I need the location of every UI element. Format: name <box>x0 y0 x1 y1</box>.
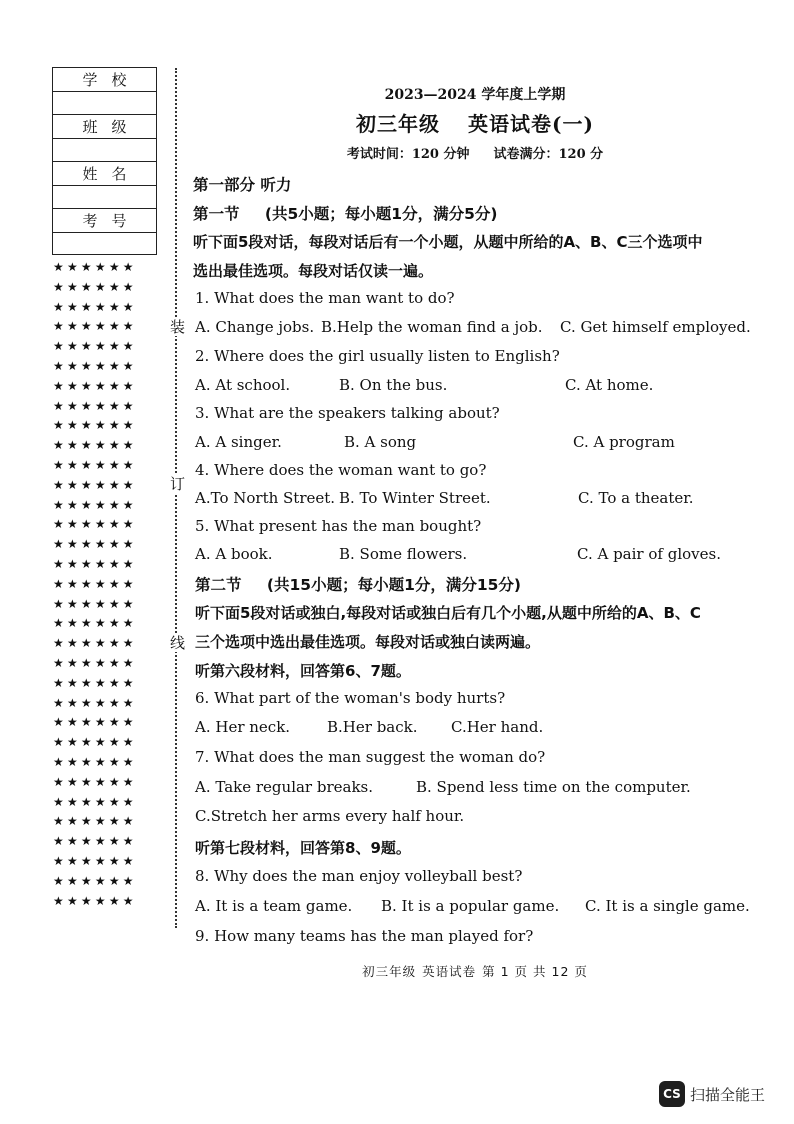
info-label-name: 姓名 <box>53 162 156 186</box>
q5-stem: 5. What present has the man bought? <box>195 517 482 535</box>
q5-option-b[interactable]: B. Some flowers. <box>339 545 468 563</box>
star-row: ★★★★★★ <box>53 655 137 670</box>
q4-option-a[interactable]: A.To North Street. <box>195 489 336 507</box>
q8-stem: 8. Why does the man enjoy volleyball best? <box>195 867 523 885</box>
q5-option-a[interactable]: A. A book. <box>195 545 273 563</box>
exam-grade: 初三年级 <box>356 112 441 136</box>
q6-stem: 6. What part of the woman's body hurts? <box>195 689 506 707</box>
star-row: ★★★★★★ <box>53 299 137 314</box>
watermark-text: 扫描全能王 <box>690 1085 766 1104</box>
q8-option-b[interactable]: B. It is a popular game. <box>381 897 560 915</box>
sec2-title <box>195 573 521 595</box>
q2-stem: 2. Where does the girl usually listen to English? <box>195 347 560 365</box>
q3-option-b[interactable]: B. A song <box>344 433 417 451</box>
star-row: ★★★★★★ <box>53 576 137 591</box>
info-label-class: 班级 <box>53 115 156 139</box>
star-row: ★★★★★★ <box>53 675 137 690</box>
star-row: ★★★★★★ <box>53 814 137 829</box>
star-row: ★★★★★★ <box>53 596 137 611</box>
q6-option-b[interactable]: B.Her back. <box>327 718 418 736</box>
exam-subject: 英语试卷(一) <box>468 112 594 136</box>
star-row: ★★★★★★ <box>53 319 137 334</box>
q2-option-b[interactable]: B. On the bus. <box>339 376 448 394</box>
info-field-exam-number[interactable] <box>53 233 156 257</box>
q3-option-c[interactable]: C. A program <box>573 433 675 451</box>
star-row: ★★★★★★ <box>53 754 137 769</box>
q4-stem: 4. Where does the woman want to go? <box>195 461 487 479</box>
exam-time: 考试时间：120 分钟 <box>346 147 470 162</box>
student-info-table <box>52 67 157 255</box>
binding-char-zhuang: 装 <box>170 318 186 336</box>
q7-option-a[interactable]: A. Take regular breaks. <box>195 778 374 796</box>
info-field-class[interactable] <box>53 139 156 163</box>
material7-instruction: 听第七段材料，回答第8、9题。 <box>195 839 411 857</box>
q3-stem: 3. What are the speakers talking about? <box>195 404 500 422</box>
footer-page-number: 第 1 页 共 12 页 <box>482 964 588 979</box>
sec1-heading: 第一节 <box>193 205 240 223</box>
star-row: ★★★★★★ <box>53 616 137 631</box>
star-row: ★★★★★★ <box>53 398 137 413</box>
star-row: ★★★★★★ <box>53 873 137 888</box>
q1-stem: 1. What does the man want to do? <box>195 289 455 307</box>
star-row: ★★★★★★ <box>53 358 137 373</box>
camscanner-logo-icon: CS <box>659 1081 685 1107</box>
star-row: ★★★★★★ <box>53 339 137 354</box>
info-label-school: 学校 <box>53 68 156 92</box>
scanner-watermark <box>659 1081 765 1107</box>
star-row: ★★★★★★ <box>53 695 137 710</box>
material6-instruction: 听第六段材料，回答第6、7题。 <box>195 662 411 680</box>
sec1-instruction-line2: 选出最佳选项。每段对话仅读一遍。 <box>193 262 434 280</box>
footer-subject: 英语试卷 <box>422 964 477 979</box>
q1-option-b[interactable]: B.Help the woman find a job. <box>321 318 543 336</box>
star-row: ★★★★★★ <box>53 636 137 651</box>
q9-stem: 9. How many teams has the man played for? <box>195 927 534 945</box>
q3-option-a[interactable]: A. A singer. <box>195 433 282 451</box>
q6-option-a[interactable]: A. Her neck. <box>195 718 291 736</box>
q4-option-c[interactable]: C. To a theater. <box>578 489 694 507</box>
star-row: ★★★★★★ <box>53 794 137 809</box>
star-row: ★★★★★★ <box>53 438 137 453</box>
exam-full-score: 试卷满分：120 分 <box>493 147 604 162</box>
star-row: ★★★★★★ <box>53 893 137 908</box>
q7-option-b[interactable]: B. Spend less time on the computer. <box>416 778 691 796</box>
q6-option-c[interactable]: C.Her hand. <box>451 718 544 736</box>
q5-option-c[interactable]: C. A pair of gloves. <box>577 545 721 563</box>
sec1-title <box>193 202 497 224</box>
q8-option-c[interactable]: C. It is a single game. <box>585 897 750 915</box>
star-row: ★★★★★★ <box>53 556 137 571</box>
binding-char-ding: 订 <box>170 475 186 493</box>
star-row: ★★★★★★ <box>53 477 137 492</box>
star-row: ★★★★★★ <box>53 715 137 730</box>
sec1-rule: (共5小题；每小题1分，满分5分) <box>264 205 498 223</box>
star-row: ★★★★★★ <box>53 279 137 294</box>
sec2-rule: (共15小题；每小题1分，满分15分) <box>266 576 522 594</box>
star-row: ★★★★★★ <box>53 774 137 789</box>
footer-grade: 初三年级 <box>362 964 417 979</box>
sec2-heading: 第二节 <box>195 576 242 594</box>
q4-option-b[interactable]: B. To Winter Street. <box>339 489 491 507</box>
exam-title <box>195 108 755 137</box>
star-row: ★★★★★★ <box>53 497 137 512</box>
q2-option-a[interactable]: A. At school. <box>195 376 291 394</box>
star-row: ★★★★★★ <box>53 457 137 472</box>
sec2-instruction-line2: 三个选项中选出最佳选项。每段对话或独白读两遍。 <box>195 633 541 651</box>
page-footer <box>195 962 755 980</box>
star-row: ★★★★★★ <box>53 260 137 274</box>
info-field-school[interactable] <box>53 92 156 116</box>
star-row: ★★★★★★ <box>53 735 137 750</box>
exam-meta <box>195 143 755 162</box>
star-row: ★★★★★★ <box>53 378 137 393</box>
q7-option-c[interactable]: C.Stretch her arms every half hour. <box>195 807 465 825</box>
part1-title: 第一部分 听力 <box>193 176 292 194</box>
star-row: ★★★★★★ <box>53 537 137 552</box>
q1-option-a[interactable]: A. Change jobs. <box>195 318 315 336</box>
school-year: 2023—2024 学年度上学期 <box>384 87 566 103</box>
info-label-exam-number: 考号 <box>53 209 156 233</box>
binding-dotted-line <box>175 68 177 928</box>
q2-option-c[interactable]: C. At home. <box>565 376 654 394</box>
info-field-name[interactable] <box>53 186 156 210</box>
star-row: ★★★★★★ <box>53 853 137 868</box>
star-row: ★★★★★★ <box>53 517 137 532</box>
star-row: ★★★★★★ <box>53 834 137 849</box>
q7-stem: 7. What does the man suggest the woman do? <box>195 748 546 766</box>
star-border-column <box>53 258 163 911</box>
q1-option-c[interactable]: C. Get himself employed. <box>560 318 751 336</box>
sec2-instruction-line1: 听下面5段对话或独白,每段对话或独白后有几个小题,从题中所给的A、B、C <box>195 604 701 622</box>
sec1-instruction-line1: 听下面5段对话，每段对话后有一个小题，从题中所给的A、B、C三个选项中 <box>193 233 703 251</box>
q8-option-a[interactable]: A. It is a team game. <box>195 897 353 915</box>
binding-char-xian: 线 <box>170 634 186 652</box>
star-row: ★★★★★★ <box>53 418 137 433</box>
